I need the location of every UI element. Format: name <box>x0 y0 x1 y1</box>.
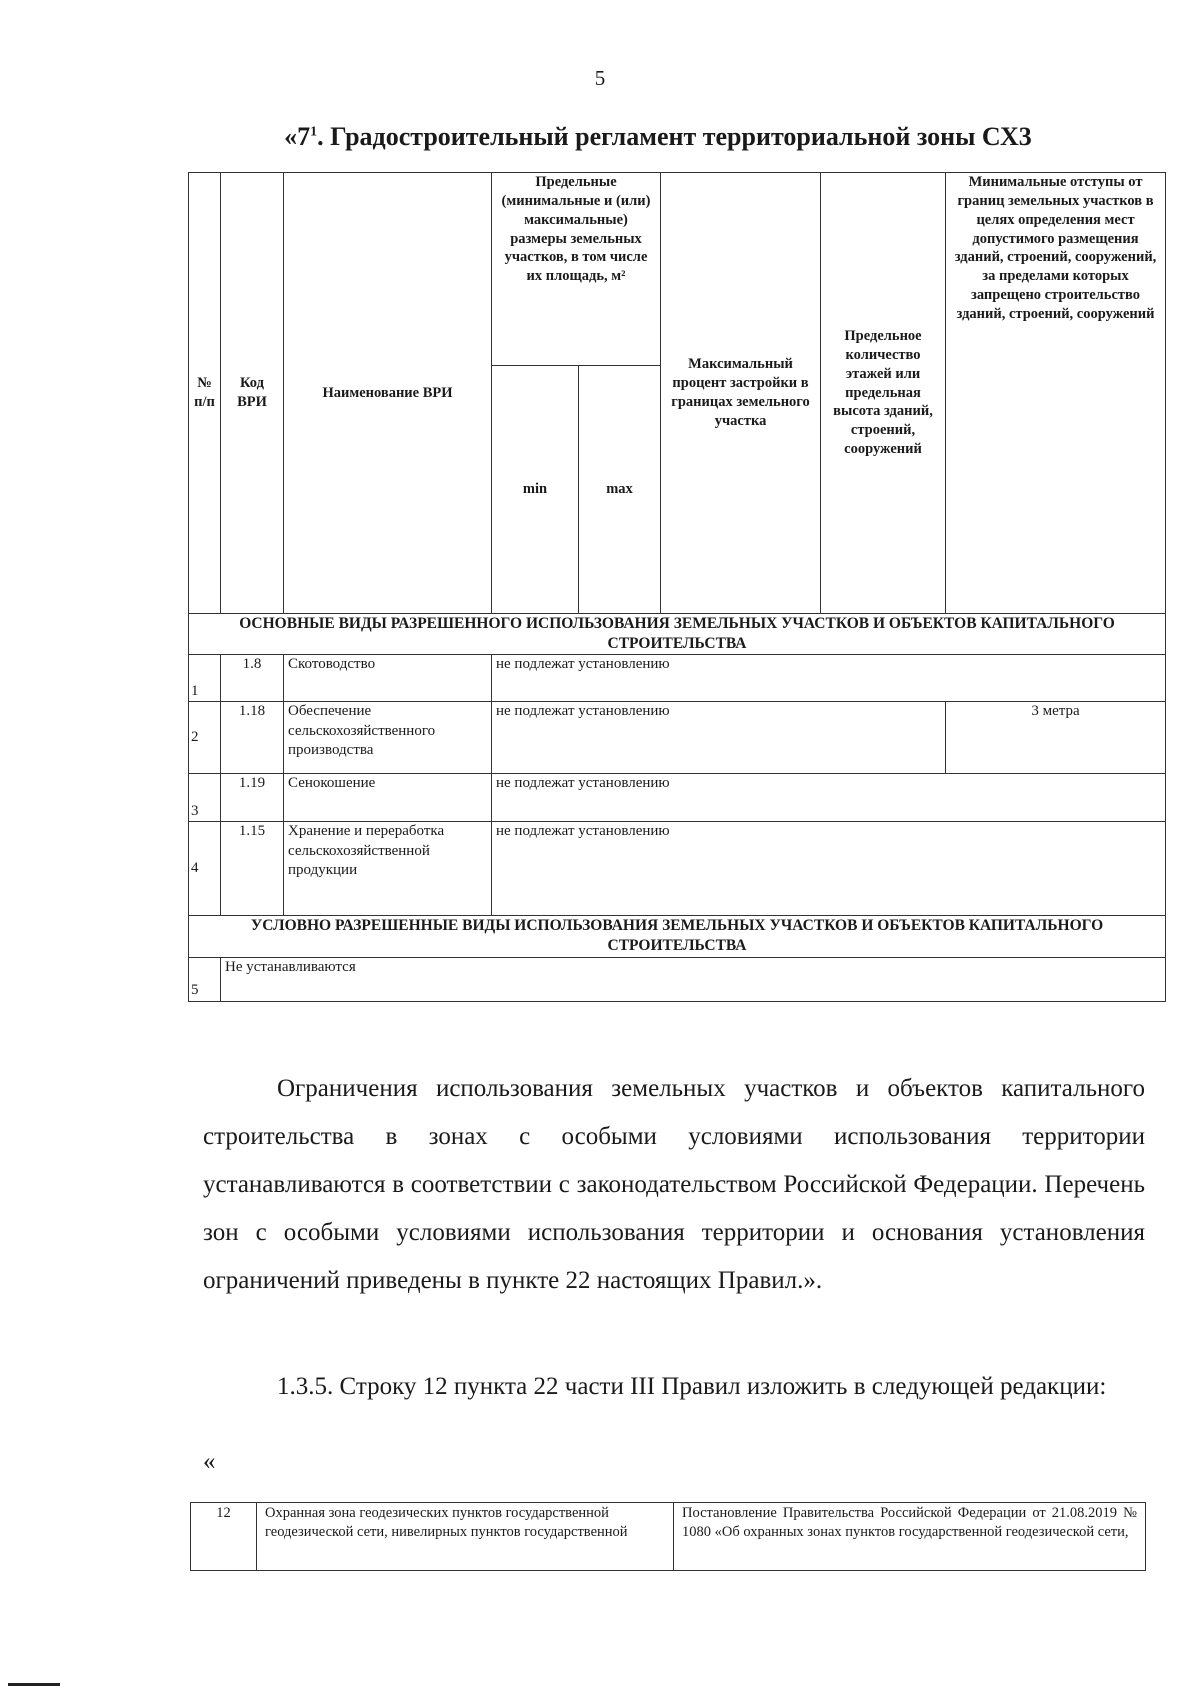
row-name: Скотоводство <box>284 655 492 702</box>
scan-edge-mark <box>8 1683 60 1686</box>
opening-quote: « <box>203 1448 216 1475</box>
table-row <box>189 702 1166 774</box>
header-max: max <box>579 366 661 614</box>
row-name: Хранение и переработка сельскохозяйственной продукции <box>284 822 492 916</box>
reference-table <box>190 1502 1146 1571</box>
row-params: не подлежат установлению <box>492 655 1166 702</box>
row-params: не подлежат установлению <box>492 822 1166 916</box>
row-text: Не устанавливаются <box>221 957 1166 1001</box>
header-max-percent: Максимальный процент застройки в границах земельного участка <box>661 173 821 614</box>
ref-basis: Постановление Правительства Российской Федерации от 21.08.2019 № 1080 «Об охранных зонах пунктов государственной геодезической сети, <box>674 1503 1146 1571</box>
amendment-paragraph <box>203 1363 1145 1411</box>
row-params: не подлежат установлению <box>492 702 946 774</box>
title-prefix: «7 <box>284 122 311 151</box>
amendment-text: 1.3.5. Строку 12 пункта 22 части III Правил изложить в следующей редакции: <box>277 1373 1107 1400</box>
table-row <box>191 1503 1146 1571</box>
row-code: 1.8 <box>221 655 284 702</box>
table-row <box>189 822 1166 916</box>
header-min: min <box>492 366 579 614</box>
row-code: 1.15 <box>221 822 284 916</box>
regulation-table <box>188 172 1166 1002</box>
table-row <box>189 957 1166 1001</box>
row-code: 1.19 <box>221 774 284 822</box>
row-name: Сенокошение <box>284 774 492 822</box>
header-name: Наименование ВРИ <box>284 173 492 614</box>
row-num: 2 <box>189 702 221 774</box>
title-text: . Градостроительный регламент территориальной зоны СХ3 <box>317 122 1032 151</box>
row-num: 1 <box>189 655 221 702</box>
row-num: 5 <box>189 957 221 1001</box>
row-code: 1.18 <box>221 702 284 774</box>
restrictions-paragraph <box>203 1065 1145 1305</box>
table-row <box>189 774 1166 822</box>
row-num: 3 <box>189 774 221 822</box>
header-code: Код ВРИ <box>221 173 284 614</box>
section-main-uses: ОСНОВНЫЕ ВИДЫ РАЗРЕШЕННОГО ИСПОЛЬЗОВАНИЯ ЗЕМЕЛЬНЫХ УЧАСТКОВ И ОБЪЕКТОВ КАПИТАЛЬНОГО СТРОИТЕЛЬСТВА <box>189 614 1166 655</box>
page-number: 5 <box>594 66 606 90</box>
row-num: 4 <box>189 822 221 916</box>
ref-zone-name: Охранная зона геодезических пунктов государственной геодезической сети, нивелирных пунктов государственной <box>257 1503 674 1571</box>
page-title <box>188 122 1128 152</box>
table-row <box>189 655 1166 702</box>
section-conditional-uses: УСЛОВНО РАЗРЕШЕННЫЕ ВИДЫ ИСПОЛЬЗОВАНИЯ ЗЕМЕЛЬНЫХ УЧАСТКОВ И ОБЪЕКТОВ КАПИТАЛЬНОГО СТРОИТЕЛЬСТВА <box>189 916 1166 957</box>
header-num: № п/п <box>189 173 221 614</box>
row-name: Обеспечение сельскохозяйственного производства <box>284 702 492 774</box>
row-params: не подлежат установлению <box>492 774 1166 822</box>
header-setback: Минимальные отступы от границ земельных участков в целях определения мест допустимого размещения зданий, строений, сооружений, за пределами которых запрещено строительство зданий, строений, сооружений <box>946 173 1166 614</box>
title-superscript: 1 <box>310 124 318 140</box>
ref-row-num: 12 <box>191 1503 257 1571</box>
header-plot-sizes: Предельные (минимальные и (или) максимальные) размеры земельных участков, в том числе их площадь, м² <box>492 173 661 366</box>
header-floors: Предельное количество этажей или предельная высота зданий, строений, сооружений <box>821 173 946 614</box>
restrictions-text: Ограничения использования земельных участков и объектов капитального строительства в зонах с особыми условиями использования территории устанавливаются в соответствии с законодательством Российской Федерации. Перечень зон с особыми условиями использования территории и основания установления ограничений приведены в пункте 22 настоящих Правил.». <box>203 1075 1145 1294</box>
row-setback: 3 метра <box>946 702 1166 774</box>
